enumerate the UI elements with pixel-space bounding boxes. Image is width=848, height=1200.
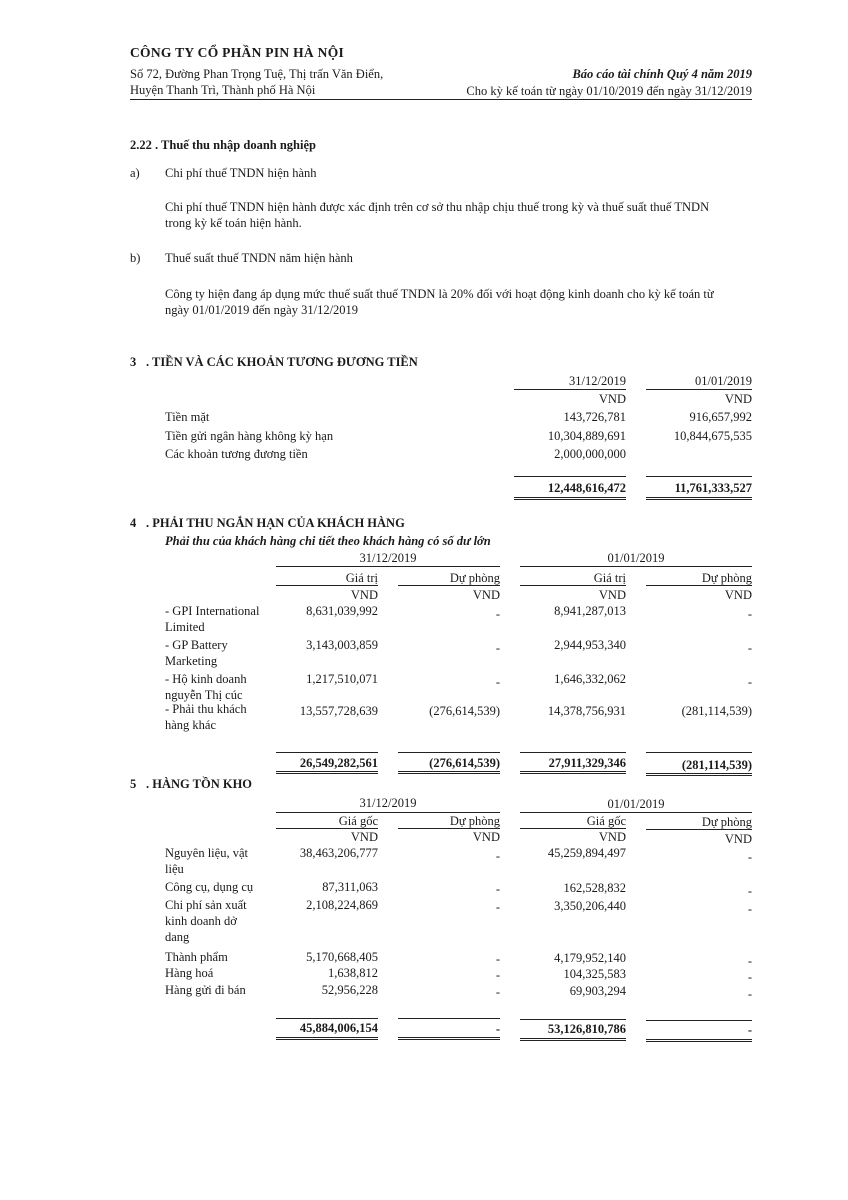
section-5-header-prov1: Dự phòng (449, 814, 500, 828)
section-5-rule (520, 828, 626, 829)
section-4-total-prov1: (276,614,539) (429, 756, 500, 770)
section-5-total-prov2: - (747, 1023, 752, 1037)
section-5-row-prov2: - (747, 970, 752, 984)
section-4-row-prov1: - (495, 607, 500, 621)
section-4-row-value1: 13,557,728,639 (299, 704, 378, 718)
section-4-row-value2: 1,646,332,062 (554, 672, 626, 686)
company-name: CÔNG TY CỔ PHẦN PIN HÀ NỘI (130, 45, 345, 60)
section-5-header-prov2: Dự phòng (701, 815, 752, 829)
section-5-header-cost2: Giá gốc (586, 814, 626, 828)
section-5-row-prov1: - (495, 882, 500, 896)
section-4-total-rule (276, 752, 378, 753)
section-4-row-prov1: (276,614,539) (429, 704, 500, 718)
section-5-total-double-rule (646, 1039, 752, 1042)
section-5-row-label-cont: liệu (165, 862, 184, 876)
section-5-row-value1: 52,956,228 (321, 983, 378, 997)
section-3-row-label: Các khoản tương đương tiền (165, 447, 308, 461)
section-4-unit: VND (724, 588, 752, 602)
section-4-subtitle: Phải thu của khách hàng chi tiết theo khách hàng có số dư lớn (165, 534, 491, 548)
section-5-date1-rule (276, 812, 500, 813)
section-5-title: . HÀNG TỒN KHO (146, 777, 253, 791)
company-address-line2: Huyện Thanh Trì, Thành phố Hà Nội (130, 83, 316, 97)
section-4-row-prov2: - (747, 607, 752, 621)
section-5-unit: VND (350, 830, 378, 844)
section-5-total-rule (520, 1019, 626, 1020)
section-5-total-rule (646, 1020, 752, 1021)
section-3-unit2: VND (724, 392, 752, 406)
section-5-row-prov1: - (495, 900, 500, 914)
section-3-total1: 12,448,616,472 (547, 481, 626, 495)
section-4-date2: 01/01/2019 (607, 551, 665, 565)
section-2-22-a-label: a) (130, 166, 140, 180)
section-5-row-value1: 38,463,206,777 (299, 846, 378, 860)
section-5-row-prov2: - (747, 954, 752, 968)
section-5-rule (276, 828, 378, 829)
section-5-unit: VND (724, 832, 752, 846)
section-3-total-double-rule2 (646, 497, 752, 500)
report-period: Cho kỳ kế toán từ ngày 01/10/2019 đến ngày 31/12/2019 (466, 84, 752, 98)
section-3-number: 3 (130, 355, 137, 369)
section-3-row-value2: 916,657,992 (689, 410, 752, 424)
section-4-row-label-cont: Marketing (165, 654, 218, 668)
section-4-unit: VND (350, 588, 378, 602)
section-4-header-value2: Giá trị (593, 571, 626, 585)
section-4-total-prov2: (281,114,539) (681, 758, 752, 772)
section-4-row-label-cont: hàng khác (165, 718, 217, 732)
section-3-total-double-rule1 (514, 497, 626, 500)
section-4-header-prov1: Dự phòng (449, 571, 500, 585)
section-2-22-a-paragraph-line2: trong kỳ kế toán hiện hành. (165, 216, 302, 230)
section-5-row-label-cont: kinh doanh dở (165, 914, 237, 928)
section-4-row-prov1: - (495, 675, 500, 689)
section-5-row-label: Công cụ, dụng cụ (165, 880, 254, 894)
section-5-row-value1: 87,311,063 (322, 880, 378, 894)
section-3-row-value2: 10,844,675,535 (673, 429, 752, 443)
section-4-row-label: - GP Battery (165, 638, 228, 652)
section-5-row-value2: 162,528,832 (563, 881, 626, 895)
section-4-row-value2: 2,944,953,340 (554, 638, 626, 652)
section-4-rule (398, 585, 500, 586)
section-4-row-label-cont: nguyễn Thị cúc (165, 688, 243, 702)
section-3-row-value1: 10,304,889,691 (547, 429, 626, 443)
section-5-row-prov1: - (495, 849, 500, 863)
section-2-22-b-paragraph-line1: Công ty hiện đang áp dụng mức thuế suất thuế TNDN là 20% đối với hoạt động kinh doanh cho kỳ kế toán từ (165, 287, 714, 301)
section-5-total-rule (276, 1018, 378, 1019)
section-5-rule (646, 829, 752, 830)
section-2-22-b-title: Thuế suất thuế TNDN năm hiện hành (165, 251, 353, 265)
section-5-header-cost1: Giá gốc (338, 814, 378, 828)
section-4-total-double-rule (646, 773, 752, 776)
section-5-date1: 31/12/2019 (359, 796, 417, 810)
section-5-row-prov1: - (495, 952, 500, 966)
section-4-row-value1: 3,143,003,859 (306, 638, 378, 652)
section-3-row-label: Tiền gửi ngân hàng không kỳ hạn (165, 429, 334, 443)
section-4-total-value2: 27,911,329,346 (548, 756, 626, 770)
section-4-number: 4 (130, 516, 137, 530)
section-5-date2: 01/01/2019 (607, 797, 665, 811)
section-4-total-double-rule (520, 771, 626, 774)
section-5-total-value1: 45,884,006,154 (299, 1021, 378, 1035)
section-5-row-value1: 1,638,812 (328, 966, 378, 980)
section-5-total-rule (398, 1018, 500, 1019)
section-2-22-a-title: Chi phí thuế TNDN hiện hành (165, 166, 317, 180)
section-5-row-label: Chi phí sản xuất (165, 898, 247, 912)
report-title: Báo cáo tài chính Quý 4 năm 2019 (572, 67, 752, 81)
section-2-22-b-label: b) (130, 251, 141, 265)
header-divider (130, 99, 752, 100)
section-3-row-value1: 2,000,000,000 (554, 447, 626, 461)
section-4-date1-rule (276, 566, 500, 567)
section-5-row-label: Hàng hoá (165, 966, 214, 980)
section-3-col1-date: 31/12/2019 (569, 374, 626, 388)
section-5-total-double-rule (520, 1038, 626, 1041)
section-5-row-prov2: - (747, 902, 752, 916)
section-5-row-prov2: - (747, 884, 752, 898)
section-4-rule (520, 585, 626, 586)
section-5-row-value2: 69,903,294 (569, 984, 626, 998)
section-4-row-prov2: (281,114,539) (681, 704, 752, 718)
section-4-total-rule (398, 752, 500, 753)
section-5-row-label: Thành phẩm (165, 950, 228, 964)
section-4-unit: VND (598, 588, 626, 602)
company-address-line1: Số 72, Đường Phan Trọng Tuệ, Thị trấn Văn Điển, (130, 67, 384, 81)
section-5-unit: VND (598, 830, 626, 844)
section-4-row-prov1: - (495, 641, 500, 655)
section-5-number: 5 (130, 777, 137, 791)
section-3-col2-date: 01/01/2019 (695, 374, 752, 388)
section-2-22-b-paragraph-line2: ngày 01/01/2019 đến ngày 31/12/2019 (165, 303, 359, 317)
section-5-total-value2: 53,126,810,786 (547, 1022, 626, 1036)
section-4-row-prov2: - (747, 675, 752, 689)
section-4-date1: 31/12/2019 (359, 551, 417, 565)
section-5-rule (398, 828, 500, 829)
section-4-row-value2: 8,941,287,013 (554, 604, 626, 618)
section-3-total2: 11,761,333,527 (674, 481, 752, 495)
section-4-row-label-cont: Limited (165, 620, 205, 634)
section-4-total-double-rule (398, 771, 500, 774)
section-4-title: . PHẢI THU NGẮN HẠN CỦA KHÁCH HÀNG (146, 516, 405, 530)
section-2-22-heading: 2.22 . Thuế thu nhập doanh nghiệp (130, 138, 316, 152)
section-5-row-value1: 2,108,224,869 (306, 898, 378, 912)
section-5-unit: VND (472, 830, 500, 844)
section-3-unit1: VND (598, 392, 626, 406)
section-4-row-label: - Hộ kinh doanh (165, 672, 247, 686)
section-4-row-value1: 8,631,039,992 (306, 604, 378, 618)
section-4-rule (646, 585, 752, 586)
section-5-row-prov2: - (747, 987, 752, 1001)
section-4-unit: VND (472, 588, 500, 602)
section-3-title: . TIỀN VÀ CÁC KHOẢN TƯƠNG ĐƯƠNG TIỀN (146, 355, 418, 369)
section-5-row-value2: 4,179,952,140 (554, 951, 626, 965)
section-5-row-label: Nguyên liệu, vật (165, 846, 248, 860)
section-4-header-prov2: Dự phòng (701, 571, 752, 585)
section-5-row-prov2: - (747, 850, 752, 864)
section-2-22-a-paragraph-line1: Chi phí thuế TNDN hiện hành được xác định trên cơ sở thu nhập chịu thuế trong kỳ và thuế suất thuế TNDN (165, 200, 710, 214)
section-5-row-label-cont: dang (165, 930, 190, 944)
section-5-row-prov1: - (495, 968, 500, 982)
section-5-row-label: Hàng gửi đi bán (165, 983, 246, 997)
section-3-total-rule2 (646, 476, 752, 477)
section-4-row-label: - Phải thu khách (165, 702, 247, 716)
section-4-total-rule (646, 752, 752, 753)
section-5-row-value1: 5,170,668,405 (306, 950, 378, 964)
section-5-row-value2: 3,350,206,440 (554, 899, 626, 913)
section-4-row-label: - GPI International (165, 604, 260, 618)
section-4-row-prov2: - (747, 641, 752, 655)
section-5-row-value2: 45,259,894,497 (547, 846, 626, 860)
section-4-row-value1: 1,217,510,071 (306, 672, 378, 686)
section-4-header-value1: Giá trị (345, 571, 378, 585)
section-3-total-rule1 (514, 476, 626, 477)
section-3-row-label: Tiền mặt (165, 410, 210, 424)
section-5-row-prov1: - (495, 985, 500, 999)
section-4-total-rule (520, 752, 626, 753)
section-3-row-value1: 143,726,781 (563, 410, 626, 424)
section-5-total-double-rule (398, 1037, 500, 1040)
section-3-col1-rule (514, 389, 626, 390)
section-3-col2-rule (646, 389, 752, 390)
section-5-total-double-rule (276, 1037, 378, 1040)
section-5-total-prov1: - (495, 1022, 500, 1036)
section-5-date2-rule (520, 812, 752, 813)
section-4-rule (276, 585, 378, 586)
section-5-row-value2: 104,325,583 (563, 967, 626, 981)
section-4-date2-rule (520, 566, 752, 567)
section-4-row-value2: 14,378,756,931 (547, 704, 626, 718)
section-4-total-double-rule (276, 771, 378, 774)
section-4-total-value1: 26,549,282,561 (299, 756, 378, 770)
